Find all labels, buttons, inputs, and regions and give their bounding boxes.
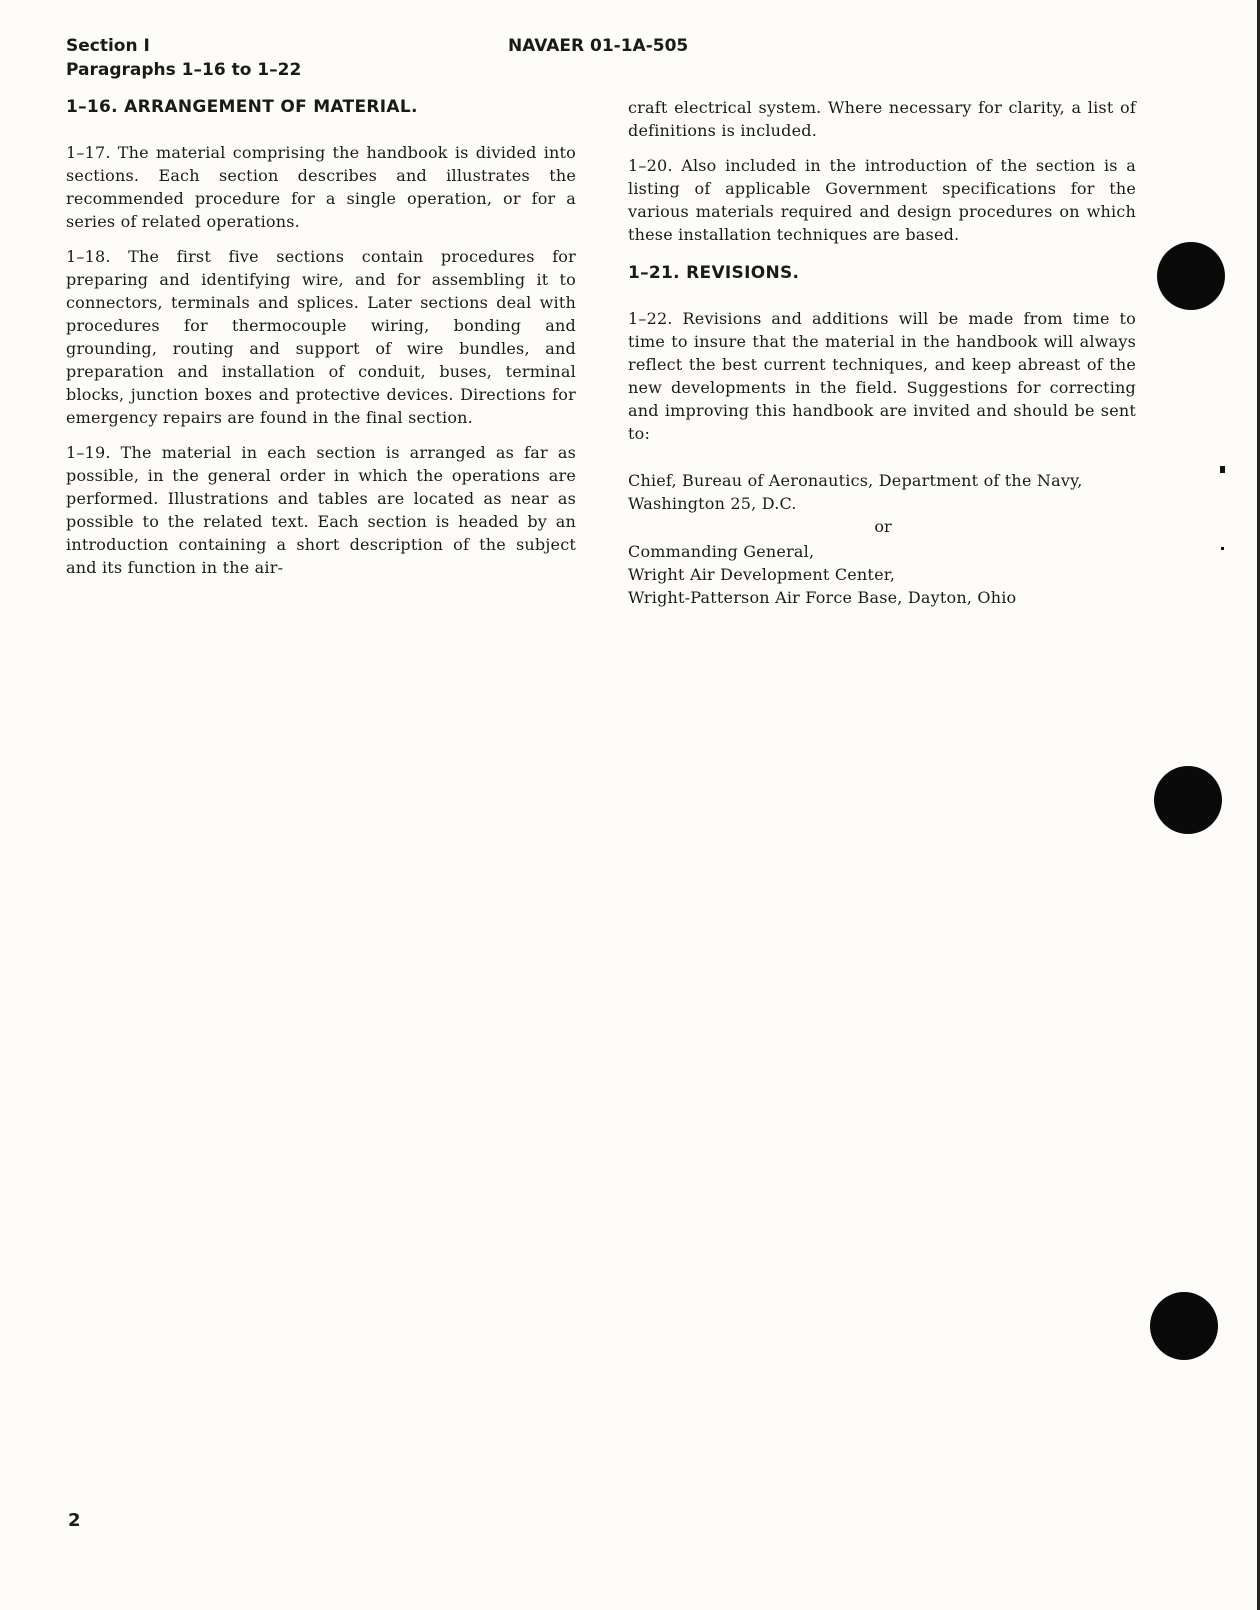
header-section: Section I bbox=[66, 36, 150, 56]
left-column bbox=[66, 96, 576, 591]
right-column bbox=[628, 96, 1136, 609]
binder-hole-middle bbox=[1154, 766, 1222, 834]
address-bureau-line1: Chief, Bureau of Aeronautics, Department of the Navy, bbox=[628, 471, 1083, 490]
paragraph-1-19: 1–19. The material in each section is arranged as far as possible, in the general order in which the operations are performed. Illustrations and tables are located as near as possible to the related text. Each section is headed by an introduction containing a short description of the subject and its function in the air- bbox=[66, 443, 576, 577]
binder-hole-bottom bbox=[1150, 1292, 1218, 1360]
address-wright-line3: Wright-Patterson Air Force Base, Dayton, Ohio bbox=[628, 588, 1017, 607]
heading-revisions: 1–21. REVISIONS. bbox=[628, 263, 800, 283]
address-or: or bbox=[874, 517, 892, 536]
page-number: 2 bbox=[68, 1510, 81, 1531]
heading-arrangement: 1–16. ARRANGEMENT OF MATERIAL. bbox=[66, 97, 418, 117]
paragraph-1-20: 1–20. Also included in the introduction of the section is a listing of applicable Government specifications for the various materials required and design procedures on which these installation techniques are based. bbox=[628, 156, 1136, 244]
address-bureau-line2: Washington 25, D.C. bbox=[628, 494, 797, 513]
address-wright-line1: Commanding General, bbox=[628, 542, 815, 561]
scan-speck bbox=[1220, 466, 1225, 473]
header-left bbox=[66, 34, 301, 82]
paragraph-1-18: 1–18. The first five sections contain procedures for preparing and identifying wire, and for assembling it to connectors, terminals and splices. Later sections deal with procedures for thermocouple wiring, bonding and grounding, routing and support of wire bundles, and preparation and installation of conduit, buses, terminal blocks, junction boxes and protective devices. Directions for emergency repairs are found in the final section. bbox=[66, 247, 576, 427]
paragraph-1-22: 1–22. Revisions and additions will be made from time to time to insure that the material in the handbook will always reflect the best current techniques, and keep abreast of the new developments in the field. Suggestions for correcting and improving this handbook are invited and should be sent to: bbox=[628, 309, 1136, 443]
header-doc-number: NAVAER 01-1A-505 bbox=[508, 36, 689, 56]
binder-hole-top bbox=[1157, 242, 1225, 310]
header-paragraphs: Paragraphs 1–16 to 1–22 bbox=[66, 60, 302, 80]
address-wright-line2: Wright Air Development Center, bbox=[628, 565, 896, 584]
scan-speck bbox=[1221, 547, 1224, 550]
paragraph-1-17: 1–17. The material comprising the handbook is divided into sections. Each section describes and illustrates the recommended procedure for a single operation, or for a series of related operations. bbox=[66, 143, 576, 231]
paragraph-1-19-continued: craft electrical system. Where necessary for clarity, a list of definitions is included. bbox=[628, 98, 1136, 140]
